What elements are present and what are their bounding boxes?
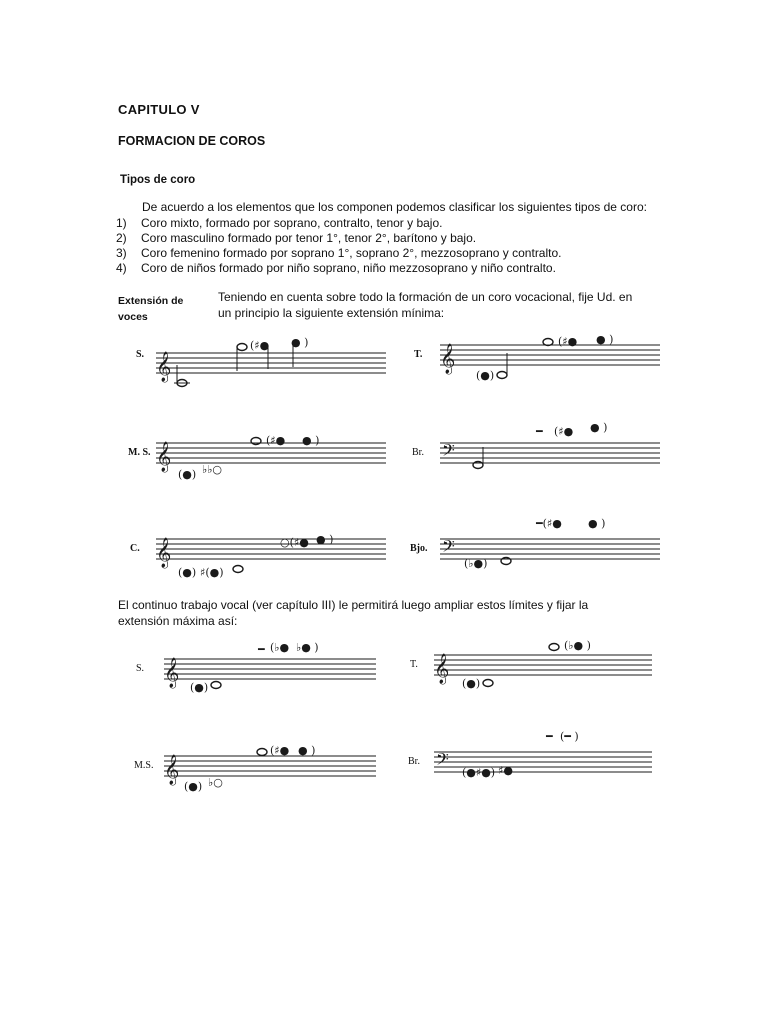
voice-label-mezzosoprano-max: M.S. [134,760,154,771]
bracketed-note: ● ) [596,333,614,346]
ledger-note: ━ [536,425,543,438]
list-text: Coro masculino formado por tenor 1°, tenor 2°, barítono y bajo. [141,231,477,245]
treble-clef-8-icon: 𝄞 [434,654,450,684]
staff-tenor-minimum [440,333,660,385]
staff-lines [440,345,660,365]
bracketed-note: (●) [178,468,197,481]
bracketed-note: (●) [476,369,495,382]
ledger-note: ━ [258,643,265,656]
treble-clef-icon: 𝄞 [156,442,172,472]
staff-lines [440,443,660,463]
intro-paragraph: De acuerdo a los elementos que los componen podemos clasificar los siguientes tipos de coro: [142,200,647,214]
bracketed-sharp-note: (♯● [266,434,286,447]
paragraph-line: extensión máxima así: [118,614,238,628]
treble-clef-icon: 𝄞 [156,538,172,568]
list-number: 1) [116,216,127,230]
bracketed-note: ● ) [590,421,608,434]
note [483,680,493,687]
side-label-line: Extensión de [118,295,184,307]
bracketed-sharp-note: (●♯●) [462,766,496,779]
note [211,682,221,689]
list-text: Coro femenino formado por soprano 1°, soprano 2°, mezzosoprano y contralto. [141,246,562,260]
flat-note: ♭○ [208,776,223,789]
staff-contralto-minimum [156,531,386,579]
note [237,344,247,351]
voice-label-bass: Bjo. [410,543,428,554]
bracketed-note: ● ) [302,434,320,447]
bracketed-sharp-note: ○(♯● [280,536,309,549]
chapter-heading: CAPITULO V [118,102,200,117]
treble-clef-8-icon: 𝄞 [440,344,456,374]
staff-lines [434,655,652,675]
staff-soprano-minimum [156,337,386,385]
bracketed-note: (●) [184,780,203,793]
bracketed-note: ● ) [588,517,606,530]
voice-label-baritone-max: Br. [408,756,420,767]
staff-baritone-maximum [434,730,652,792]
bracketed-note: (●) [190,681,209,694]
ledger-note: ━ [546,730,553,743]
voice-label-mezzosoprano: M. S. [128,447,151,458]
paragraph-line: un principio la siguiente extensión mínima: [218,306,445,320]
bracketed-flat-note: ♭● ) [296,641,319,654]
bracketed-sharp-note: (♯● [554,425,574,438]
voice-label-soprano-max: S. [136,663,145,674]
staff-baritone-minimum [440,421,660,483]
bracketed-flat-note: (♭●) [464,557,488,570]
side-label-line: voces [118,311,148,323]
treble-clef-icon: 𝄞 [164,658,180,688]
side-label [118,293,198,325]
note [233,566,243,573]
sharp-note: ♯● [498,764,513,777]
list-text: Coro mixto, formado por soprano, contralto, tenor y bajo. [141,216,443,230]
voice-label-tenor: T. [414,349,423,360]
voice-label-baritone: Br. [412,447,424,458]
note [549,644,559,651]
staff-lines [164,659,376,679]
bass-clef-icon: 𝄢 [442,440,455,464]
bracketed-sharp-note: (♯● [558,335,578,348]
paragraph-line: El continuo trabajo vocal (ver capítulo III) le permitirá luego ampliar estos límites y fijar la [118,598,589,612]
maximum-range-paragraph [118,597,588,629]
list-text: Coro de niños formado por niño soprano, niño mezzosoprano y niño contralto. [141,261,556,275]
bracketed-note: (●) [178,566,197,579]
bracketed-note: ● ) [291,336,309,349]
bracketed-flat-note: (♭● ) [564,639,591,652]
bracketed-sharp-note: ♯(●) [200,566,224,579]
bass-clef-icon: 𝄢 [442,536,455,560]
voice-label-contralto: C. [130,543,140,554]
minimum-range-paragraph [218,289,632,321]
bracketed-note: (━ ) [560,730,579,743]
treble-clef-icon: 𝄞 [156,352,172,382]
staff-tenor-maximum [434,639,652,695]
staff-lines [440,539,660,559]
bass-clef-icon: 𝄢 [436,749,449,773]
note [543,339,553,346]
staff-bass-minimum [440,517,660,579]
staff-lines [156,353,386,373]
bracketed-sharp-note: (♯● [270,744,290,757]
voice-label-tenor-max: T. [410,659,418,670]
bracketed-note: ● ) [316,533,334,546]
staff-mezzosoprano-minimum [156,435,386,483]
section-title: FORMACION DE COROS [118,134,266,148]
bracketed-note: ● ) [298,744,316,757]
staff-lines [156,539,386,559]
note [497,372,507,379]
list-number: 4) [116,261,127,275]
staff-mezzosoprano-maximum [164,744,376,796]
note [257,749,267,756]
flat-note: ♭♭○ [202,463,222,476]
list-number: 3) [116,246,127,260]
bracketed-flat-note: (♭● [270,641,290,654]
staff-lines [164,756,376,776]
paragraph-line: Teniendo en cuenta sobre todo la formación de un coro vocacional, fije Ud. en [218,290,633,304]
subsection-title: Tipos de coro [120,174,196,186]
staff-soprano-maximum [164,641,376,699]
list-number: 2) [116,231,127,245]
bracketed-sharp-note: ━(♯● [536,517,562,530]
treble-clef-icon: 𝄞 [164,755,180,785]
voice-label-soprano: S. [136,349,145,360]
bracketed-sharp-note: (♯● [250,339,270,352]
bracketed-note: (●) [462,677,481,690]
